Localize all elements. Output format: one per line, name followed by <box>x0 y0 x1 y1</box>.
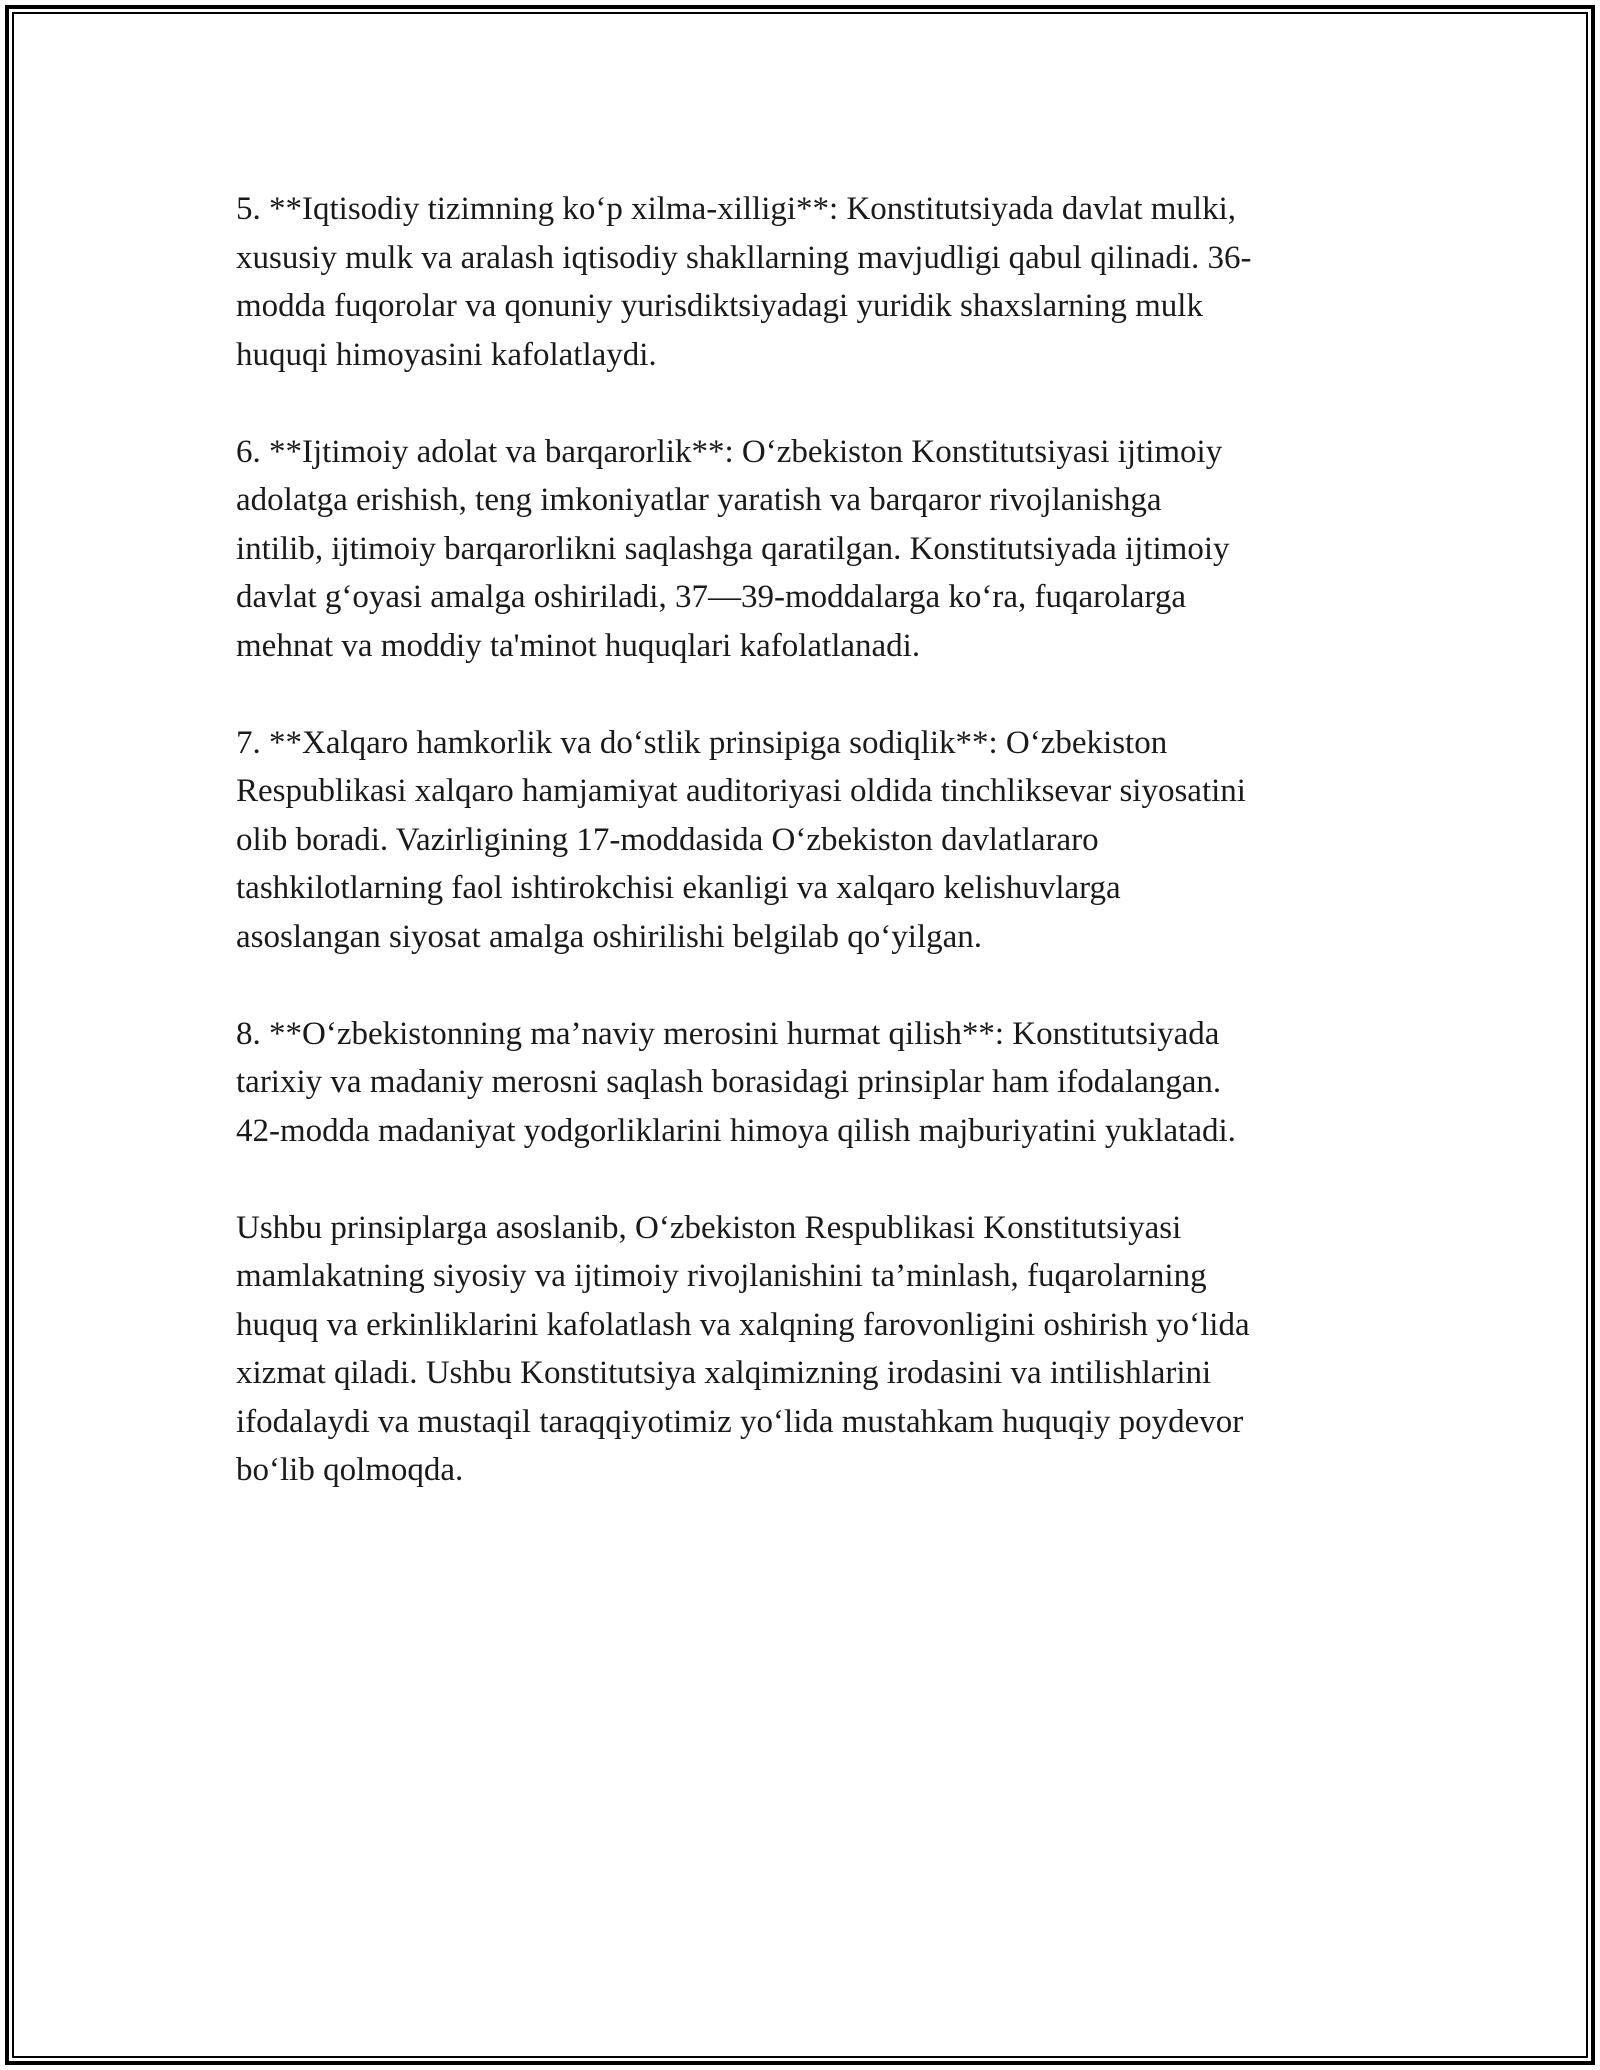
paragraph-8-spiritual-heritage <box>236 1010 1376 1156</box>
text-line: asoslangan siyosat amalga oshirilishi belgilab qo‘yilgan. <box>236 918 983 955</box>
text-line: olib boradi. Vazirligining 17-moddasida O‘zbekiston davlatlararo <box>236 821 1099 858</box>
text-line: intilib, ijtimoiy barqarorlikni saqlashga qaratilgan. Konstitutsiyada ijtimoiy <box>236 530 1230 567</box>
text-line: huquqi himoyasini kafolatlaydi. <box>236 336 657 373</box>
paragraph-conclusion <box>236 1204 1376 1495</box>
text-line: xizmat qiladi. Ushbu Konstitutsiya xalqimizning irodasini va intilishlarini <box>236 1355 1212 1391</box>
text-line: Respublikasi xalqaro hamjamiyat auditoriyasi oldida tinchliksevar siyosatini <box>236 773 1246 809</box>
text-line: 8. **O‘zbekistonning ma’naviy merosini hurmat qilish**: Konstitutsiyada <box>236 1015 1220 1052</box>
paragraph-6-social-justice <box>236 428 1376 671</box>
paragraph-7-international-cooperation <box>236 719 1376 962</box>
text-line: mehnat va moddiy ta'minot huquqlari kafolatlanadi. <box>236 627 921 664</box>
paragraph-5-economic-diversity <box>236 185 1376 379</box>
text-line: mamlakatning siyosiy va ijtimoiy rivojlanishini ta’minlash, fuqarolarning <box>236 1258 1207 1294</box>
text-line: davlat g‘oyasi amalga oshiriladi, 37—39-moddalarga ko‘ra, fuqarolarga <box>236 579 1186 615</box>
text-line: 42-modda madaniyat yodgorliklarini himoya qilish majburiyatini yuklatadi. <box>236 1112 1236 1149</box>
text-line: xususiy mulk va aralash iqtisodiy shakllarning mavjudligi qabul qilinadi. 36- <box>236 239 1252 276</box>
document-body <box>236 185 1376 1543</box>
text-line: 6. **Ijtimoiy adolat va barqarorlik**: O‘zbekiston Konstitutsiyasi ijtimoiy <box>236 433 1223 470</box>
text-line: bo‘lib qolmoqda. <box>236 1452 464 1488</box>
text-line: adolatga erishish, teng imkoniyatlar yaratish va barqaror rivojlanishga <box>236 482 1162 518</box>
text-line: tashkilotlarning faol ishtirokchisi ekanligi va xalqaro kelishuvlarga <box>236 870 1121 906</box>
text-line: huquq va erkinliklarini kafolatlash va xalqning farovonligini oshirish yo‘lida <box>236 1306 1250 1343</box>
text-line: Ushbu prinsiplarga asoslanib, O‘zbekiston Respublikasi Konstitutsiyasi <box>236 1209 1182 1246</box>
text-line: tarixiy va madaniy merosni saqlash borasidagi prinsiplar ham ifodalangan. <box>236 1064 1222 1100</box>
text-line: ifodalaydi va mustaqil taraqqiyotimiz yo‘lida mustahkam huquqiy poydevor <box>236 1403 1244 1440</box>
text-line: 5. **Iqtisodiy tizimning ko‘p xilma-xilligi**: Konstitutsiyada davlat mulki, <box>236 191 1237 227</box>
text-line: modda fuqorolar va qonuniy yurisdiktsiyadagi yuridik shaxslarning mulk <box>236 288 1203 324</box>
text-line: 7. **Xalqaro hamkorlik va do‘stlik prinsipiga sodiqlik**: O‘zbekiston <box>236 724 1168 761</box>
